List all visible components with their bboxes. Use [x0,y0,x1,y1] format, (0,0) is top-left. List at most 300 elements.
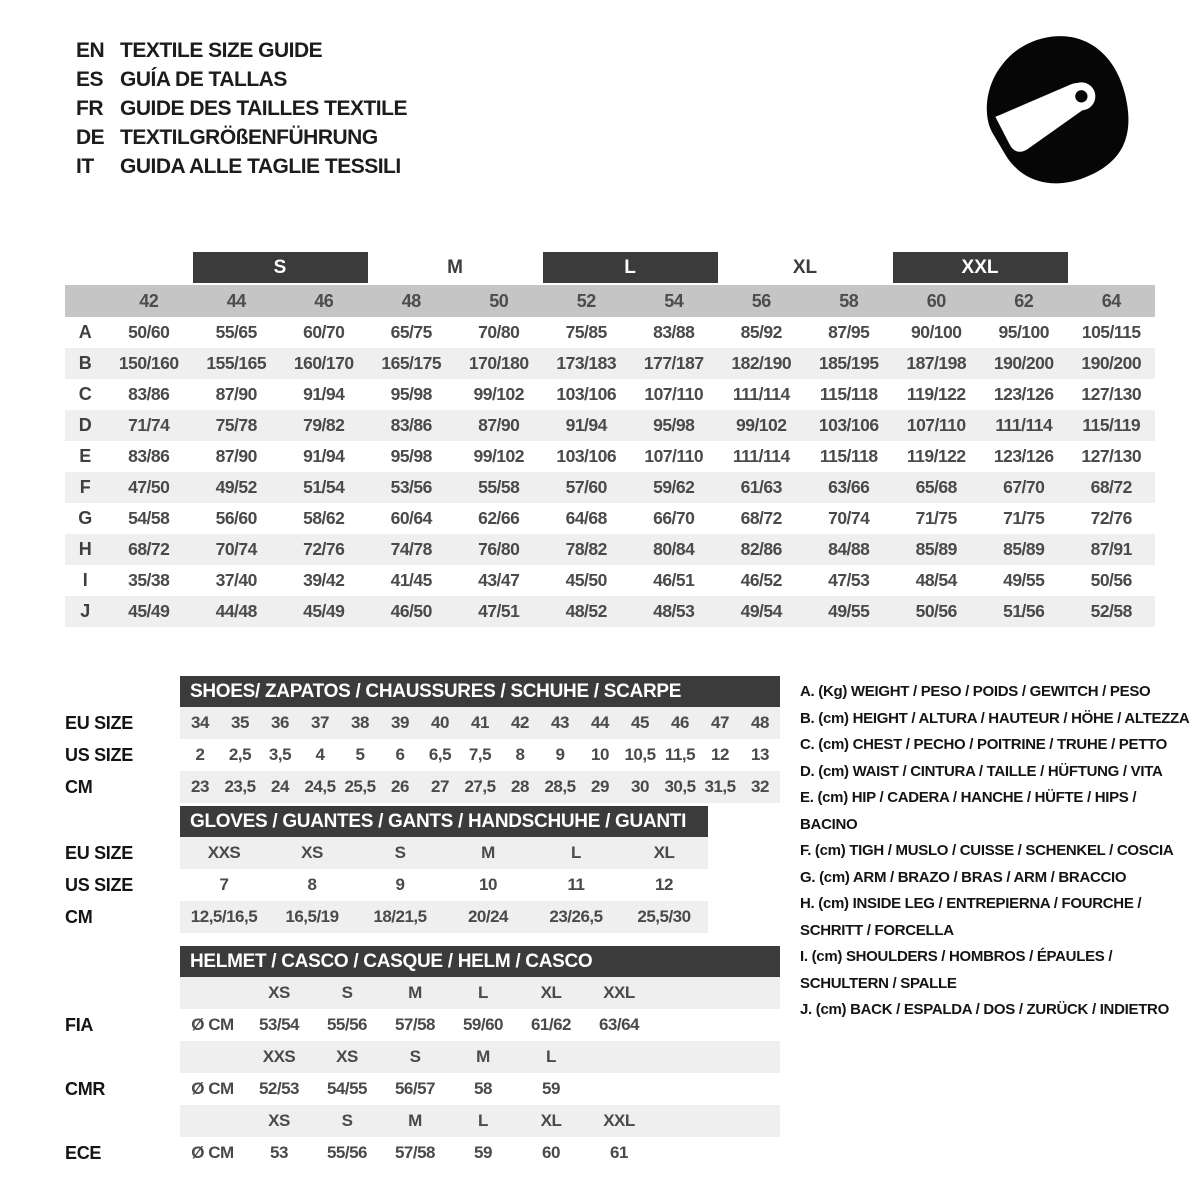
size-cell: 185/195 [818,353,879,373]
helmet-value-row [65,1073,780,1105]
helmet-size-header-row [65,977,780,1009]
size-table-row [65,348,1155,379]
diameter-cm-label: Ø CM [191,1079,234,1098]
size-cell: 87/90 [215,446,257,466]
size-cell: 35/38 [128,570,170,590]
size-value-cell: 63/64 [598,1015,640,1034]
size-cell: 43/47 [478,570,520,590]
section-table-row [65,707,780,739]
size-cell: 49/52 [215,477,257,497]
size-value-cell: 5 [355,745,365,764]
size-cell: 107/110 [906,415,966,435]
size-cell: 56/60 [215,508,257,528]
language-row [76,152,407,181]
helmet-size-header [585,1041,653,1073]
size-value-cell: 2 [195,745,205,764]
size-table-row [65,379,1155,410]
size-cell: 66/70 [653,508,695,528]
size-value-cell: 23/26,5 [532,901,620,933]
helmet-size-header: L [517,1041,585,1073]
helmet-size-header: L [449,1105,517,1137]
size-group-s: S [193,252,368,283]
size-value-cell: 24 [260,771,300,803]
size-value-cell: 37 [300,707,340,739]
size-cell: 65/75 [390,322,432,342]
size-value-cell: 7 [219,875,229,894]
size-value-cell: 3,5 [268,745,292,764]
size-table-row [65,472,1155,503]
size-value-cell: 58 [474,1079,492,1098]
size-cell: 48/53 [653,601,695,621]
size-cell: 150/160 [118,353,179,373]
helmet-size-header: M [381,1105,449,1137]
row-label: CM [65,906,93,927]
helmet-size-header: XL [517,1105,585,1137]
size-cell: 64/68 [565,508,607,528]
size-value-cell: 23 [180,771,220,803]
size-cell: 71/75 [915,508,957,528]
size-cell: 91/94 [303,446,345,466]
size-cell: 105/115 [1081,322,1141,342]
spacer [1068,252,1156,283]
size-cell: 45/49 [303,601,345,621]
spacer [65,252,193,283]
size-value-cell: 8 [307,875,317,894]
size-value-cell: 25,5 [340,771,380,803]
size-value-cell: 53 [270,1143,288,1162]
size-column-header: 44 [226,290,246,311]
spacer [180,1041,245,1073]
size-value-cell: 12 [655,875,673,894]
size-cell: 47/50 [128,477,170,497]
size-value-cell: 12,5/16,5 [180,901,268,933]
section-table-row [65,901,708,933]
section-title-bar: SHOES/ ZAPATOS / CHAUSSURES / SCHUHE / SCARPE [180,676,780,707]
helmet-size-header: XS [245,977,313,1009]
spacer [65,1041,180,1073]
helmet-size-header: XXL [585,1105,653,1137]
size-value-cell: 57/58 [394,1143,436,1162]
size-column-header: 50 [489,290,509,311]
section-table-row [65,869,708,901]
size-cell: 170/180 [468,353,529,373]
legend-item: I. (cm) SHOULDERS / HOMBROS / ÉPAULES / SCHULTERN / SPALLE [800,948,1113,992]
size-cell: 190/200 [1081,353,1142,373]
legend-item: E. (cm) HIP / CADERA / HANCHE / HÜFTE / HIPS / BACINO [800,789,1137,833]
size-table-row [65,596,1155,627]
size-value-cell: 61 [610,1143,628,1162]
size-value-cell: 20/24 [444,901,532,933]
size-value-cell: 10 [591,745,609,764]
spacer [65,1105,180,1137]
size-value-cell: 54/55 [326,1079,368,1098]
size-cell: 67/70 [1003,477,1045,497]
size-value-cell: 42 [500,707,540,739]
size-value-cell: 45 [620,707,660,739]
size-cell: 39/42 [303,570,345,590]
row-label: US SIZE [65,874,133,895]
size-column-header: 46 [314,290,334,311]
size-value-cell: 27 [420,771,460,803]
size-cell: 155/165 [206,353,267,373]
size-cell: 49/55 [1003,570,1045,590]
size-cell: 84/88 [828,539,870,559]
size-value-cell: 35 [220,707,260,739]
size-cell: 160/170 [293,353,354,373]
size-table-row [65,565,1155,596]
size-value-cell: 23,5 [220,771,260,803]
size-row-label: B [78,353,92,373]
size-cell: 83/88 [653,322,695,342]
language-title: GUIDE DES TAILLES TEXTILE [120,96,407,120]
size-cell: 59/62 [653,477,695,497]
size-cell: 91/94 [303,384,345,404]
size-value-cell: 31,5 [700,771,740,803]
size-cell: 90/100 [910,322,962,342]
size-value-cell: 60 [542,1143,560,1162]
size-columns-row [65,285,1155,317]
size-value-cell: L [532,837,620,869]
language-code: ES [76,67,104,91]
row-label: EU SIZE [65,712,133,733]
size-value-cell: 2,5 [228,745,252,764]
size-value-cell: 55/56 [326,1143,368,1162]
helmet-size-header: M [449,1041,517,1073]
size-value-cell: XS [268,837,356,869]
size-value-cell: 48 [740,707,780,739]
size-value-cell: 7,5 [468,745,492,764]
size-cell: 46/51 [653,570,695,590]
size-value-cell: 13 [751,745,769,764]
size-column-header: 58 [839,290,859,311]
size-cell: 46/50 [390,601,432,621]
section-table-row [65,837,708,869]
size-cell: 75/85 [565,322,607,342]
size-row-label: A [78,322,92,342]
helmet-value-row [65,1009,780,1041]
size-cell: 177/187 [643,353,704,373]
spacer [653,1105,780,1137]
size-row-label: H [78,539,92,559]
size-column-header: 62 [1014,290,1034,311]
size-value-cell: 30 [620,771,660,803]
size-cell: 55/58 [478,477,520,497]
spacer [653,977,780,1009]
size-value-cell: 16,5/19 [268,901,356,933]
size-value-cell: 41 [460,707,500,739]
size-row-label: E [79,446,91,466]
helmet-size-header: L [449,977,517,1009]
size-row-label: G [78,508,92,528]
language-code: DE [76,125,105,149]
section-table-row [65,771,780,803]
size-cell: 53/56 [390,477,432,497]
size-value-cell: 28 [500,771,540,803]
size-cell: 72/76 [303,539,345,559]
size-value-cell: 11,5 [664,745,696,764]
size-cell: 50/60 [128,322,170,342]
size-cell: 48/54 [915,570,957,590]
size-cell: 115/119 [1082,415,1141,435]
size-cell: 87/95 [828,322,870,342]
size-column-header: 42 [139,290,159,311]
size-cell: 95/100 [998,322,1050,342]
size-cell: 190/200 [993,353,1054,373]
size-cell: 95/98 [653,415,695,435]
size-value-cell: 18/21,5 [356,901,444,933]
size-value-cell: S [356,837,444,869]
size-cell: 83/86 [128,384,170,404]
size-cell: 99/102 [473,384,525,404]
size-cell: 95/98 [390,384,432,404]
size-value-cell: M [444,837,532,869]
size-value-cell [585,1073,653,1105]
size-cell: 70/74 [215,539,257,559]
size-cell: 111/114 [732,446,790,466]
size-value-cell: 25,5/30 [620,901,708,933]
size-group-row [65,252,1155,283]
size-value-cell: 61/62 [530,1015,572,1034]
size-cell: 83/86 [128,446,170,466]
size-cell: 46/52 [740,570,782,590]
size-value-cell: 26 [380,771,420,803]
size-cell: 54/58 [128,508,170,528]
size-cell: 187/198 [906,353,967,373]
size-group-xxl: XXL [893,252,1068,283]
size-cell: 37/40 [215,570,257,590]
language-code: FR [76,96,103,120]
size-column-header: 48 [401,290,421,311]
size-value-cell: 4 [315,745,325,764]
size-table-row [65,441,1155,472]
size-value-cell: 40 [420,707,460,739]
helmet-size-header: XS [245,1105,313,1137]
size-value-cell: 44 [580,707,620,739]
size-table-row [65,317,1155,348]
size-value-cell: 12 [711,745,729,764]
size-cell: 111/114 [732,384,790,404]
size-cell: 45/50 [565,570,607,590]
spacer [180,977,245,1009]
size-value-cell: 29 [580,771,620,803]
size-value-cell: 47 [700,707,740,739]
helmet-value-row [65,1137,780,1169]
size-cell: 78/82 [565,539,607,559]
helmet-icon-graphic [972,26,1147,201]
size-cell: 63/66 [828,477,870,497]
legend-item: A. (Kg) WEIGHT / PESO / POIDS / GEWITCH / PESO [800,683,1151,700]
section-title-bar: HELMET / CASCO / CASQUE / HELM / CASCO [180,946,780,977]
size-column-header: 52 [576,290,596,311]
size-cell: 47/53 [828,570,870,590]
size-cell: 61/63 [740,477,782,497]
size-cell: 87/90 [478,415,520,435]
row-label: US SIZE [65,744,133,765]
helmet-size-header: XXS [245,1041,313,1073]
legend-item: G. (cm) ARM / BRAZO / BRAS / ARM / BRACCIO [800,868,1127,886]
size-value-cell: 57/58 [394,1015,436,1034]
size-cell: 75/78 [215,415,257,435]
helmet-size-header: M [381,977,449,1009]
size-cell: 119/122 [906,384,966,404]
size-cell: 123/126 [993,384,1054,404]
size-value-cell: 52/53 [258,1079,300,1098]
size-cell: 103/106 [556,384,617,404]
size-value-cell: 59 [542,1079,560,1098]
size-cell: 68/72 [1090,477,1132,497]
helmet-size-header: S [381,1041,449,1073]
size-value-cell: 6,5 [428,745,452,764]
size-value-cell: 32 [740,771,780,803]
size-cell: 41/45 [390,570,432,590]
language-title-list [76,36,407,181]
size-value-cell: 9 [395,875,405,894]
size-cell: 165/175 [381,353,442,373]
size-value-cell: 53/54 [258,1015,300,1034]
helmet-size-header: S [313,1105,381,1137]
size-cell: 182/190 [731,353,792,373]
size-value-cell: 56/57 [394,1079,436,1098]
language-title: GUIDA ALLE TAGLIE TESSILI [120,154,401,178]
size-value-cell: 34 [180,707,220,739]
language-title: TEXTILE SIZE GUIDE [120,38,323,62]
shoes-size-table [65,676,780,803]
size-cell: 49/54 [740,601,782,621]
spacer [65,977,180,1009]
language-row [76,123,407,152]
size-cell: 49/55 [828,601,870,621]
size-row-label: J [80,601,90,621]
legend-item: B. (cm) HEIGHT / ALTURA / HAUTEUR / HÖHE / ALTEZZA [800,709,1190,727]
size-cell: 45/49 [128,601,170,621]
size-cell: 70/74 [828,508,870,528]
size-value-cell: XXS [180,837,268,869]
size-cell: 51/54 [303,477,345,497]
spacer [65,285,105,317]
gloves-size-table [65,806,708,933]
size-cell: 85/89 [915,539,957,559]
helmet-size-header: XL [517,977,585,1009]
spacer [653,1137,780,1169]
size-value-cell: 10 [479,875,497,894]
size-cell: 65/68 [915,477,957,497]
helmet-size-header-row [65,1041,780,1073]
size-cell: 107/110 [644,446,704,466]
size-value-cell: 28,5 [540,771,580,803]
legend-item: H. (cm) INSIDE LEG / ENTREPIERNA / FOURCHE / SCHRITT / FORCELLA [800,895,1142,939]
size-cell: 55/65 [215,322,257,342]
size-cell: 119/122 [906,446,966,466]
size-cell: 57/60 [565,477,607,497]
size-cell: 58/62 [303,508,345,528]
size-cell: 68/72 [740,508,782,528]
diameter-cm-label: Ø CM [191,1143,234,1162]
language-code: EN [76,38,105,62]
legend-item: J. (cm) BACK / ESPALDA / DOS / ZURÜCK / INDIETRO [800,1001,1169,1018]
size-value-cell: 27,5 [460,771,500,803]
size-value-cell: 30,5 [660,771,700,803]
size-cell: 52/58 [1090,601,1132,621]
size-cell: 68/72 [128,539,170,559]
language-title: TEXTILGRÖßENFÜHRUNG [120,125,378,149]
size-value-cell: 10,5 [624,745,656,764]
size-cell: 82/86 [740,539,782,559]
size-cell: 123/126 [993,446,1054,466]
size-column-header: 60 [926,290,946,311]
size-value-cell: 11 [567,875,585,894]
size-cell: 111/114 [995,415,1053,435]
row-label: CM [65,776,93,797]
size-value-cell: 24,5 [300,771,340,803]
size-value-cell: 59/60 [462,1015,504,1034]
size-cell: 72/76 [1090,508,1132,528]
size-cell: 79/82 [303,415,345,435]
row-label: ECE [65,1142,102,1163]
section-title-bar: GLOVES / GUANTES / GANTS / HANDSCHUHE / GUANTI [180,806,708,837]
size-value-cell: 39 [380,707,420,739]
row-label: FIA [65,1014,94,1035]
size-cell: 107/110 [644,384,704,404]
size-value-cell: 6 [395,745,405,764]
helmet-size-header: XXL [585,977,653,1009]
size-cell: 87/90 [215,384,257,404]
language-row [76,36,407,65]
size-cell: 103/106 [818,415,879,435]
size-cell: 115/118 [819,446,878,466]
size-cell: 127/130 [1081,446,1142,466]
size-group-m: M [447,256,463,278]
size-row-label: I [82,570,88,590]
spacer [653,1009,780,1041]
legend-item: F. (cm) TIGH / MUSLO / CUISSE / SCHENKEL / COSCIA [800,842,1174,859]
measurement-legend [800,679,1190,1024]
size-column-header: 64 [1101,290,1121,311]
size-cell: 80/84 [653,539,695,559]
size-table-row [65,410,1155,441]
size-table-row [65,534,1155,565]
size-row-label: C [78,384,92,404]
spacer [180,1105,245,1137]
size-cell: 99/102 [735,415,787,435]
language-row [76,94,407,123]
helmet-size-header-row [65,1105,780,1137]
helmet-size-header: S [313,977,381,1009]
size-cell: 127/130 [1081,384,1142,404]
size-cell: 71/74 [128,415,170,435]
language-code: IT [76,154,94,178]
row-label: CMR [65,1078,106,1099]
size-cell: 87/91 [1090,539,1132,559]
size-cell: 76/80 [478,539,520,559]
row-label: EU SIZE [65,842,133,863]
size-cell: 50/56 [1090,570,1132,590]
diameter-cm-label: Ø CM [191,1015,234,1034]
textile-size-table [65,252,1155,627]
section-table-row [65,739,780,771]
size-value-cell: 38 [340,707,380,739]
language-title: GUÍA DE TALLAS [120,67,287,91]
helmet-size-header: XS [313,1041,381,1073]
size-cell: 95/98 [390,446,432,466]
size-cell: 47/51 [478,601,520,621]
size-cell: 60/64 [390,508,432,528]
size-row-label: D [78,415,92,435]
size-cell: 50/56 [915,601,957,621]
size-table-row [65,503,1155,534]
size-row-label: F [79,477,91,497]
size-cell: 44/48 [215,601,257,621]
size-cell: 71/75 [1003,508,1045,528]
